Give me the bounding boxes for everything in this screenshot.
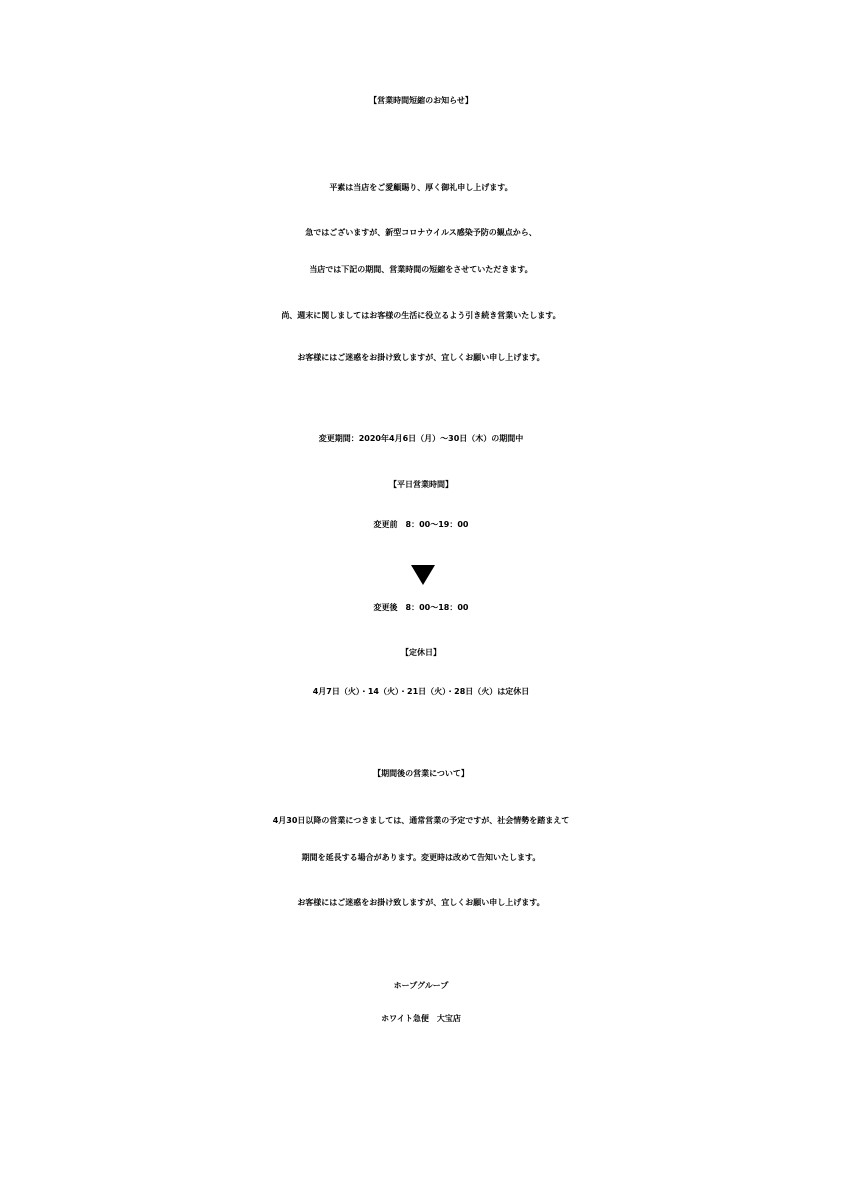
after-period-line: お客様にはご迷惑をお掛け致しますが、宜しくお願い申し上げます。 [297, 898, 545, 907]
after-period-line: 期間を延長する場合があります。変更時は改めて告知いたします。 [301, 853, 541, 862]
intro-line: 平素は当店をご愛顧賜り、厚く御礼申し上げます。 [329, 183, 513, 192]
weekday-hours-heading: 【平日営業時間】 [389, 480, 453, 489]
notice-title: 【営業時間短縮のお知らせ】 [369, 96, 473, 105]
closed-days-heading: 【定休日】 [401, 648, 441, 657]
after-period-heading: 【期間後の営業について】 [373, 769, 469, 778]
after-period-line: 4月30日以降の営業につきましては、通常営業の予定ですが、社会情勢を踏まえて [272, 816, 570, 825]
group-name: ホープグループ [393, 981, 449, 990]
before-hours: 変更前 8：00～19：00 [373, 520, 469, 529]
closed-days: 4月7日（火）・14（火）・21日（火）・28日（火）は定休日 [312, 687, 530, 696]
after-hours: 変更後 8：00～18：00 [373, 603, 469, 612]
down-triangle-icon [411, 565, 435, 585]
store-name: ホワイト急便 大宝店 [381, 1014, 461, 1023]
intro-line: 当店では下記の期間、営業時間の短縮をさせていただきます。 [309, 265, 533, 274]
intro-line: 急ではございますが、新型コロナウイルス感染予防の観点から、 [305, 228, 537, 237]
change-period: 変更期間：2020年4月6日（月）～30日（木）の期間中 [318, 434, 524, 443]
intro-line: 尚、週末に関しましてはお客様の生活に役立るよう引き続き営業いたします。 [281, 311, 561, 320]
intro-line: お客様にはご迷惑をお掛け致しますが、宜しくお願い申し上げます。 [297, 353, 545, 362]
